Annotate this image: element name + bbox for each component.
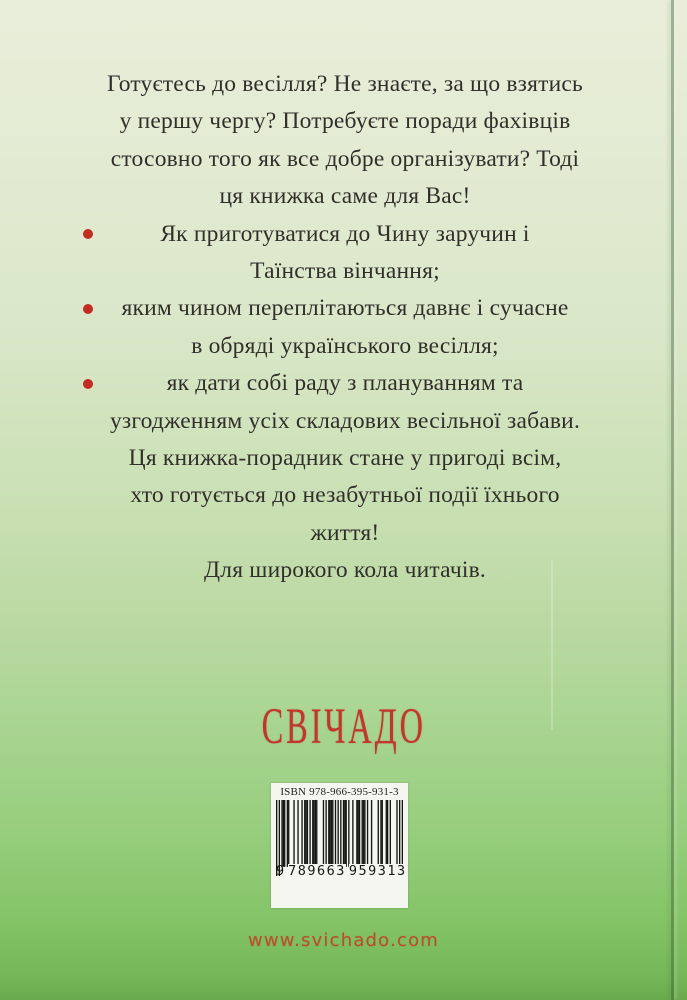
cover-edge-crease bbox=[671, 0, 674, 1000]
isbn-label: ISBN 978-966-395-931-3 bbox=[280, 786, 399, 798]
barcode-digits bbox=[276, 863, 407, 879]
intro-line: ця книжка саме для Вас! bbox=[219, 183, 471, 210]
closing-line: життя! bbox=[310, 519, 380, 546]
bullet-text: Як приготуватися до Чину заручин і bbox=[160, 220, 530, 247]
intro-line: стосовно того як все добре організувати? Тоді bbox=[110, 145, 580, 172]
blurb-text-block bbox=[55, 66, 635, 590]
bullet-item-line bbox=[55, 403, 635, 440]
bullet-icon bbox=[83, 379, 93, 389]
bullet-text: яким чином переплітаються давнє і сучасне bbox=[121, 295, 569, 322]
publisher-website: www.svichado.com bbox=[247, 930, 440, 951]
closing-line: Ця книжка-порадник стане у пригоді всім, bbox=[128, 445, 562, 472]
barcode-digits-left: 789663 bbox=[288, 863, 346, 879]
barcode-block bbox=[271, 783, 408, 908]
intro-line: Готуєтесь до весілля? Не знаєте, за що взятись bbox=[107, 71, 583, 97]
closing-line: Для широкого кола читачів. bbox=[204, 557, 486, 584]
bullet-icon bbox=[83, 304, 93, 314]
publisher-logo bbox=[0, 699, 687, 756]
bullet-item-line bbox=[55, 328, 635, 365]
barcode-digit-lead: 9 bbox=[276, 863, 285, 879]
bullet-text: Таїнства вінчання; bbox=[250, 258, 440, 285]
bullet-item-line bbox=[55, 290, 635, 327]
intro-line: у першу чергу? Потребуєте поради фахівців bbox=[119, 108, 571, 135]
bullet-item-line bbox=[55, 216, 635, 253]
bullet-item-line bbox=[55, 253, 635, 290]
bullet-item-line bbox=[55, 365, 635, 402]
bullet-text: узгодженням усіх складових весільної забави. bbox=[109, 407, 581, 434]
bullet-text: як дати собі раду з плануванням та bbox=[166, 370, 524, 397]
bullet-text: в обряді українського весілля; bbox=[191, 332, 499, 359]
bullet-icon bbox=[83, 229, 93, 239]
publisher-logo-text: СВІЧАДО bbox=[261, 699, 426, 756]
barcode-digits-right: 959313 bbox=[348, 863, 407, 879]
closing-line: хто готується до незабутньої події їхнього bbox=[130, 482, 560, 509]
